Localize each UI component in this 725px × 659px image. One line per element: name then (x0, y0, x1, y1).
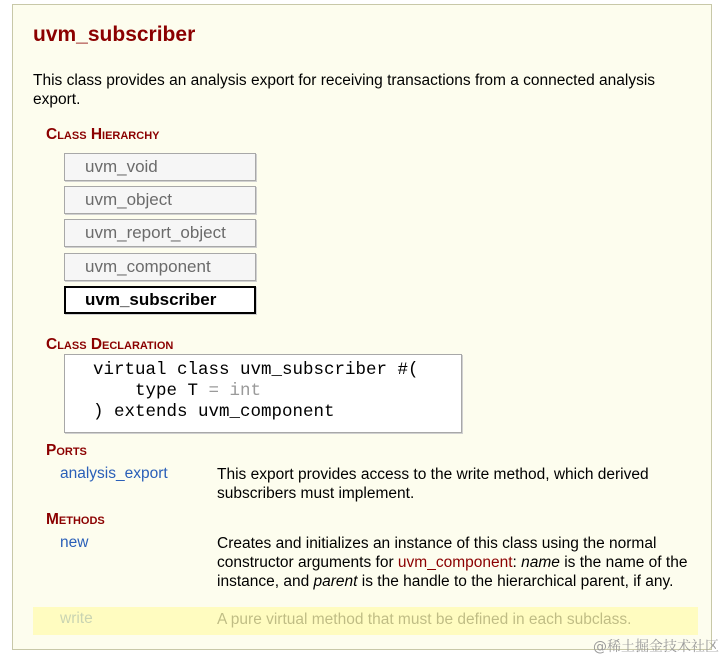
param-parent: parent (313, 573, 358, 590)
uvm-component-link[interactable]: uvm_component (397, 554, 513, 571)
new-desc-text-2: : (512, 554, 522, 571)
new-desc-text-4: is the handle to the hierarchical parent, if any. (357, 573, 674, 590)
watermark: @稀土掘金技术社区 (593, 639, 719, 655)
class-declaration-code (64, 354, 462, 433)
hierarchy-item-uvm-object[interactable]: uvm_object (64, 186, 256, 214)
decl-line-1: virtual class uvm_subscriber #( (93, 360, 419, 380)
decl-default-type: = int (208, 381, 262, 401)
param-name: name (521, 554, 560, 571)
page-title: uvm_subscriber (33, 23, 196, 46)
hierarchy-item-current: uvm_subscriber (64, 286, 256, 314)
ports-heading: Ports (46, 442, 87, 459)
methods-heading: Methods (46, 511, 105, 528)
new-desc-text-3: is the name of the instance, and (217, 554, 688, 590)
hierarchy-item-uvm-component[interactable]: uvm_component (64, 253, 256, 281)
class-declaration-heading: Class Declaration (46, 336, 174, 353)
hierarchy-item-uvm-void[interactable]: uvm_void (64, 153, 256, 181)
doc-page (12, 4, 712, 650)
decl-line-3: ) extends uvm_component (93, 402, 335, 422)
decl-type-param: type T (135, 381, 199, 401)
hierarchy-item-uvm-report-object[interactable]: uvm_report_object (64, 219, 256, 247)
new-desc-text-1: Creates and initializes an instance of this class using the normal constructor arguments for (217, 535, 657, 571)
method-link-new[interactable]: new (60, 534, 89, 551)
class-hierarchy-heading: Class Hierarchy (46, 126, 160, 143)
port-description: This export provides access to the write method, which derived subscribers must implement. (217, 466, 649, 502)
highlight-overlay (33, 607, 698, 635)
method-new-description (217, 534, 692, 591)
port-link-analysis-export[interactable]: analysis_export (60, 465, 168, 482)
class-description: This class provides an analysis export for receiving transactions from a connected analysis export. (33, 72, 656, 108)
